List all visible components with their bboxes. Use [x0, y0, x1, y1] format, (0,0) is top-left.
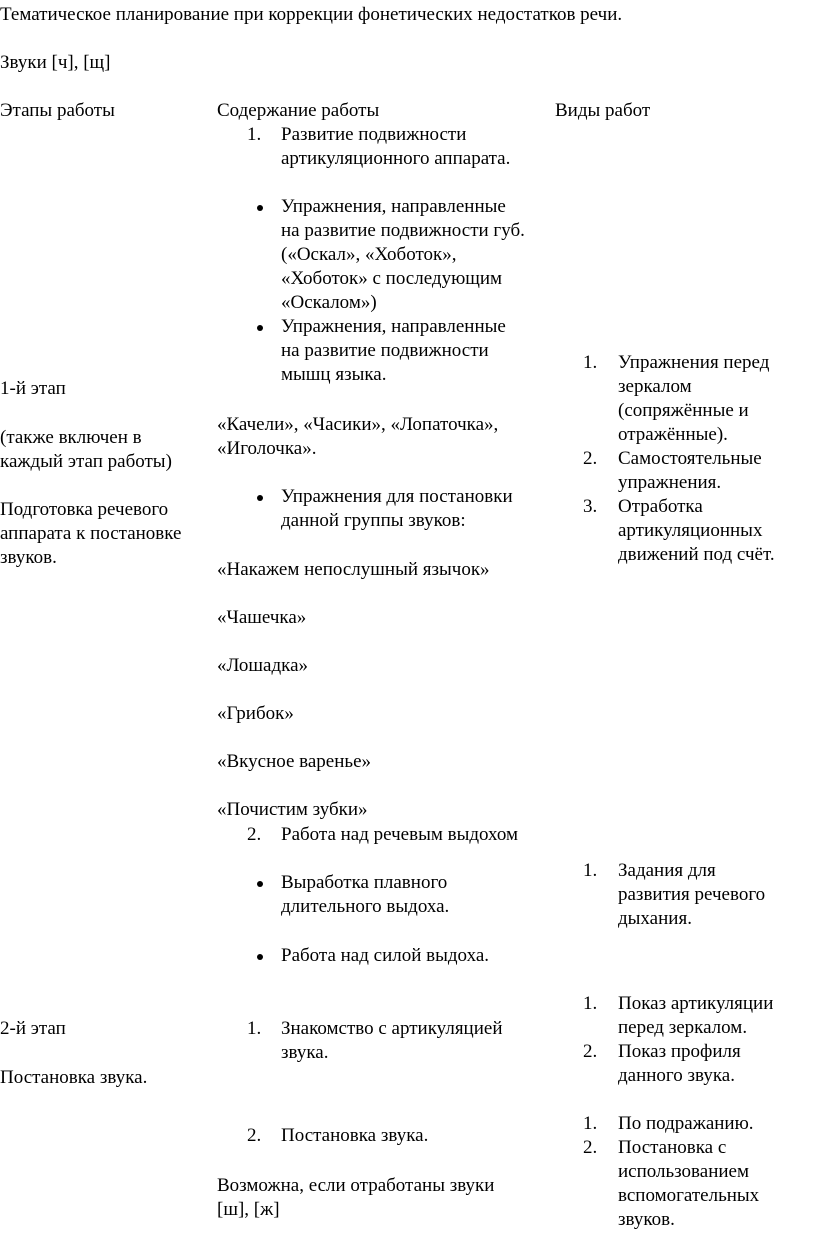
bullet-icon	[257, 325, 263, 331]
exercise-item: «Почистим зубки»	[217, 799, 368, 820]
bullet3-text: Упражнения для постановки данной группы звуков:	[281, 486, 513, 531]
stage2-title: 2-й этап	[0, 1018, 66, 1039]
s2-note: Возможна, если отработаны звуки [ш], [ж]	[217, 1175, 495, 1220]
exercise-item: «Вкусное варенье»	[217, 751, 372, 772]
s2-item2-number: 2.	[247, 1125, 262, 1146]
bullet-icon	[257, 205, 263, 211]
exercise-item: «Чашечка»	[217, 607, 307, 628]
kinds-item-text: Самостоятельные упражнения.	[618, 448, 762, 493]
exercise-item: «Накажем непослушный язычок»	[217, 559, 490, 580]
item1-text: Развитие подвижности артикуляционного аппарата.	[281, 124, 511, 169]
kinds-item-number: 1.	[583, 1113, 598, 1134]
kinds-item-number: 1.	[583, 352, 598, 373]
kinds-item-text: Задания для развития речевого дыхания.	[618, 860, 766, 929]
kinds-item-number: 1.	[583, 993, 598, 1014]
tongue-games: «Качели», «Часики», «Лопаточка», «Иголочка».	[217, 414, 499, 459]
exercise-item: «Лошадка»	[217, 655, 309, 676]
stage2-goal: Постановка звука.	[0, 1067, 148, 1088]
kinds-item-text: Постановка с использованием вспомогательных звуков.	[618, 1137, 760, 1230]
kinds-item-text: По подражанию.	[618, 1113, 754, 1134]
header-kinds: Виды работ	[555, 100, 651, 121]
kinds-item-number: 3.	[583, 496, 598, 517]
page-title: Тематическое планирование при коррекции фонетических недостатков речи.	[0, 4, 623, 25]
item2-number: 2.	[247, 824, 262, 845]
exercise-item: «Грибок»	[217, 703, 294, 724]
item2-text: Работа над речевым выдохом	[281, 824, 518, 845]
bullet-icon	[257, 495, 263, 501]
kinds-item-text: Показ артикуляции перед зеркалом.	[618, 993, 774, 1038]
stage1-title: 1-й этап	[0, 378, 66, 399]
kinds-item-text: Показ профиля данного звука.	[618, 1041, 741, 1086]
stage1-note: (также включен в каждый этап работы)	[0, 427, 172, 472]
header-content: Содержание работы	[217, 100, 380, 121]
item1-number: 1.	[247, 124, 262, 145]
bullet2-text: Упражнения, направленные на развитие подвижности мышц языка.	[281, 316, 506, 385]
bullet1-text: Упражнения, направленные на развитие подвижности губ. («Оскал», «Хоботок», «Хоботок» с последующим «Оскалом»)	[281, 196, 525, 313]
bullet5-text: Работа над силой выдоха.	[281, 945, 490, 966]
kinds-item-number: 2.	[583, 1041, 598, 1062]
kinds-item-text: Отработка артикуляционных движений под счёт.	[618, 496, 775, 565]
s2-item1-number: 1.	[247, 1018, 262, 1039]
header-stages: Этапы работы	[0, 100, 115, 121]
kinds-item-number: 1.	[583, 860, 598, 881]
kinds-item-number: 2.	[583, 448, 598, 469]
bullet-icon	[257, 881, 263, 887]
bullet-icon	[257, 954, 263, 960]
bullet4-text: Выработка плавного длительного выдоха.	[281, 872, 450, 917]
s2-item1-text: Знакомство с артикуляцией звука.	[281, 1018, 503, 1063]
stage1-goal: Подготовка речевого аппарата к постановке звуков.	[0, 499, 182, 568]
sounds-label: Звуки [ч], [щ]	[0, 52, 111, 73]
kinds-item-number: 2.	[583, 1137, 598, 1158]
kinds-item-text: Упражнения перед зеркалом (сопряжённые и отражённые).	[618, 352, 770, 445]
s2-item2-text: Постановка звука.	[281, 1125, 429, 1146]
